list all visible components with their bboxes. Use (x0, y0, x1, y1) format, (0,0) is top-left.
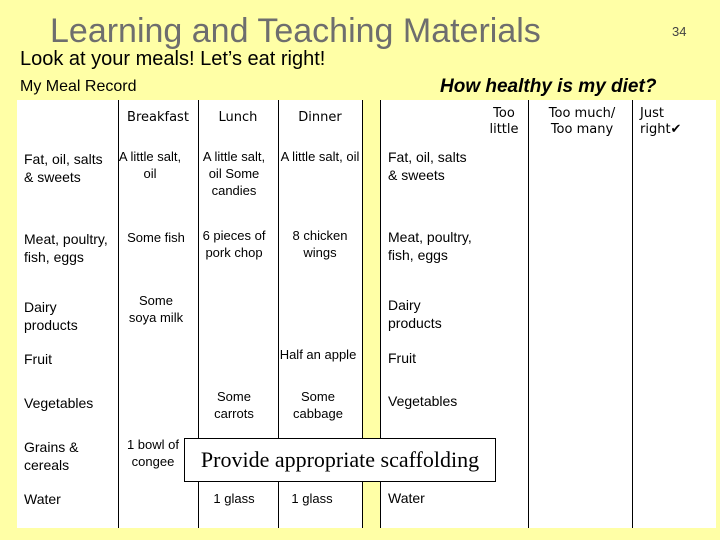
check-row-dairy: Dairy products (388, 297, 442, 331)
row-label-grains: Grains & cereals (24, 439, 79, 473)
cell-breakfast-meat: Some fish (127, 230, 185, 245)
subtitle: Look at your meals! Let’s eat right! (20, 48, 326, 70)
cell-dinner-fat: A little salt, oil (280, 149, 360, 164)
cell-breakfast-grains: 1 bowl of congee (126, 437, 180, 469)
cell-lunch-water: 1 glass (213, 491, 255, 506)
check-row-fat-oil: Fat, oil, salts & sweets (388, 149, 467, 183)
check-row-fruit: Fruit (388, 350, 416, 366)
check-row-vegetables: Vegetables (388, 393, 458, 409)
row-label-water: Water (24, 491, 61, 507)
cell-lunch-vegetables: Some carrots (214, 389, 254, 421)
column-header-lunch: Lunch (218, 110, 258, 125)
row-label-fruit: Fruit (24, 351, 52, 367)
cell-dinner-vegetables: Some cabbage (293, 389, 343, 421)
column-header-too-much: Too much/ Too many (548, 106, 616, 137)
row-label-dairy: Dairy products (24, 299, 78, 333)
row-label-vegetables: Vegetables (24, 395, 94, 411)
cell-lunch-fat: A little salt, oil Some candies (202, 149, 266, 198)
check-row-water: Water (388, 490, 425, 506)
row-label-fat-oil: Fat, oil, salts & sweets (24, 151, 103, 185)
column-header-breakfast: Breakfast (127, 110, 189, 125)
column-header-too-little: Too little (489, 106, 519, 137)
health-question: How healthy is my diet? (440, 76, 657, 97)
cell-dinner-fruit: Half an apple (279, 347, 357, 362)
cell-breakfast-dairy: Some soya milk (128, 293, 184, 325)
column-header-just-right: Just right✔ (640, 106, 682, 137)
cell-lunch-meat: 6 pieces of pork chop (202, 228, 266, 260)
row-label-meat: Meat, poultry, fish, eggs (24, 231, 108, 265)
page-title: Learning and Teaching Materials (50, 12, 541, 50)
cell-dinner-meat: 8 chicken wings (292, 228, 348, 260)
page-number: 34 (672, 24, 687, 39)
meal-record-label: My Meal Record (20, 78, 137, 95)
column-header-dinner: Dinner (298, 110, 342, 125)
check-row-meat: Meat, poultry, fish, eggs (388, 229, 472, 263)
scaffolding-note: Provide appropriate scaffolding (184, 438, 496, 482)
cell-dinner-water: 1 glass (291, 491, 333, 506)
cell-breakfast-fat: A little salt, oil (118, 149, 182, 181)
